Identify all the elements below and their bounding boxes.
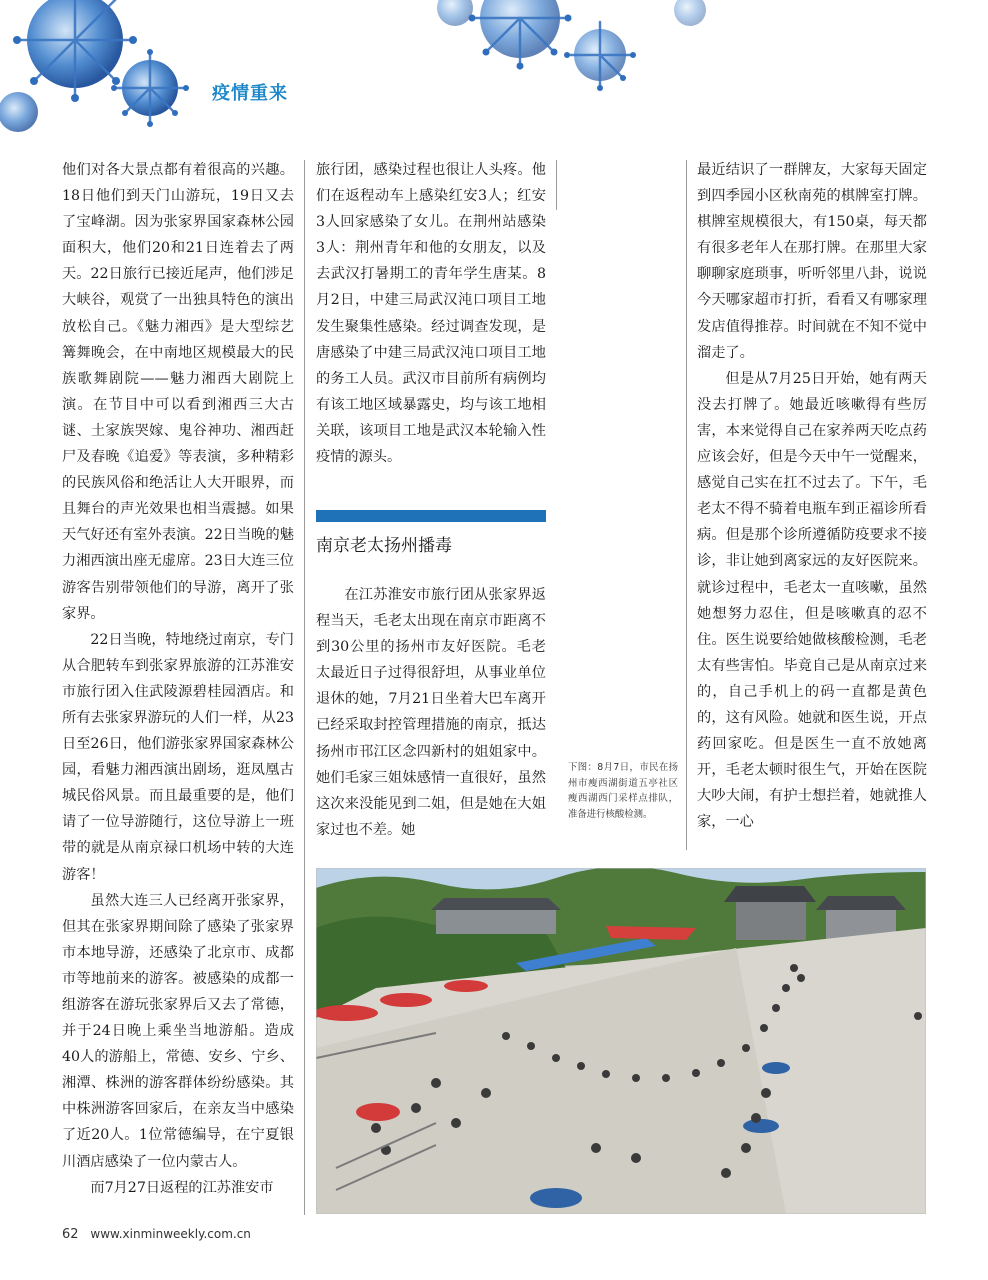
page-footer bbox=[62, 1227, 251, 1242]
site-url: www.xinminweekly.com.cn bbox=[90, 1227, 251, 1241]
article-column-1 bbox=[62, 157, 294, 1219]
section-tag: 疫情重来 bbox=[212, 83, 288, 104]
paragraph: 在江苏淮安市旅行团从张家界返程当天，毛老太出现在南京市距离不到30公里的扬州市友好医院。毛老太最近日子过得很舒坦，从事业单位退休的她，7月21日坐着大巴车离开已经采取封控管理措施的南京，抵达扬州市邗江区念四新村的姐姐家中。她们毛家三姐妹感情一直很好，虽然这次来没能见到二姐，但是她在大姐家过也不差。她 bbox=[316, 587, 546, 838]
paragraph: 虽然大连三人已经离开张家界，但其在张家界期间除了感染了张家界市本地导游，还感染了北京市、成都市等地前来的游客。被感染的成都一组游客在游玩张家界后又去了常德，并于24日晚上乘坐当地游船。造成40人的游船上，常德、安乡、宁乡、湘潭、株洲的游客群体纷纷感染。其中株洲游客回家后，在亲友当中感染了近20人。1位常德编导，在宁夏银川酒店感染了一位内蒙古人。 bbox=[62, 892, 294, 1170]
queue-photo bbox=[316, 868, 926, 1214]
paragraph: 但是从7月25日开始，她有两天没去打牌了。她最近咳嗽得有些厉害，本来觉得自己在家养两天吃点药应该会好，但是今天中午一觉醒来，感觉自己实在扛不过去了。下午，毛老太不得不骑着电瓶车到正福诊所看病。但是那个诊所遵循防疫要求不接诊，非让她到离家远的友好医院来。就诊过程中，毛老太一直咳嗽，虽然她想努力忍住，但是咳嗽真的忍不住。医生说要给她做核酸检测，毛老太有些害怕。毕竟自己是从南京过来的，自己手机上的码一直都是黄色的，这有风险。她就和医生说，开点药回家吃。但是医生一直不放她离开，毛老太顿时很生气，开始在医院大吵大闹，有护士想拦着，她就推人家，一心 bbox=[697, 370, 927, 831]
paragraph: 旅行团，感染过程也很让人头疼。他们在返程动车上感染红安3人；红安3人回家感染了女儿。在荆州站感染3人：荆州青年和他的女朋友，以及去武汉打暑期工的青年学生唐某。8月2日，中建三局武汉沌口项目工地发生聚集性感染。经过调查发现，是唐感染了中建三局武汉沌口项目工地的务工人员。武汉市目前所有病例均有该工地区域暴露史，均与该工地相关联，该项目工地是武汉本轮输入性疫情的源头。 bbox=[316, 162, 546, 466]
article-column-2-lower bbox=[316, 582, 546, 844]
article-column-2 bbox=[316, 157, 546, 470]
subhead-bar bbox=[316, 510, 546, 522]
paragraph: 而7月27日返程的江苏淮安市 bbox=[90, 1179, 274, 1196]
subheading: 南京老太扬州播毒 bbox=[316, 536, 452, 556]
paragraph: 他们对各大景点都有着很高的兴趣。18日他们到天门山游玩，19日又去了宝峰湖。因为张家界国家森林公园面积大，他们20和21日连着去了两天。22日旅行已接近尾声，他们涉足大峡谷，观赏了一出独具特色的演出放松自己。《魅力湘西》是大型综艺篝舞晚会，在中南地区规模最大的民族歌舞剧院——魅力湘西大剧院上演。在节目中可以看到湘西三大古谜、土家族哭嫁、鬼谷神功、湘西赶尸及春晚《追爱》等表演，多种精彩的民族风俗和绝活让人大开眼界，而且舞台的声光效果也相当震撼。如果天气好还有室外表演。22日当晚的魅力湘西演出座无虚席。23日大连三位游客告别带领他们的导游，离开了张家界。 bbox=[62, 162, 294, 622]
paragraph: 最近结识了一群牌友，大家每天固定到四季园小区秋南苑的棋牌室打牌。棋牌室规模很大，有150桌，每天都有很多老年人在那打牌。在那里大家聊聊家庭琐事，听听邻里八卦，说说今天哪家超市打折，看看又有哪家理发店值得推荐。时间就在不知不觉中溜走了。 bbox=[697, 162, 927, 361]
paragraph: 22日当晚，特地绕过南京，专门从合肥转车到张家界旅游的江苏淮安市旅行团入住武陵源碧桂园酒店。和所有去张家界游玩的人们一样，从23日至26日，他们游张家界国家森林公园，看魅力湘西演出剧场，逛凤凰古城民俗风景。而且最重要的是，他们请了一位导游随行，这位导游上一班带的就是从南京禄口机场中转的大连游客！ bbox=[62, 631, 294, 883]
virus-illustration bbox=[0, 0, 988, 150]
column-divider bbox=[686, 160, 687, 850]
article-column-4 bbox=[697, 157, 927, 847]
column-divider bbox=[556, 160, 557, 210]
column-divider bbox=[304, 160, 305, 1215]
page-number: 62 bbox=[62, 1227, 79, 1242]
photo-caption: 下图：8月7日，市民在扬州市瘦西湖街道五亭社区瘦西湖西门采样点排队，准备进行核酸检测。 bbox=[568, 762, 678, 820]
